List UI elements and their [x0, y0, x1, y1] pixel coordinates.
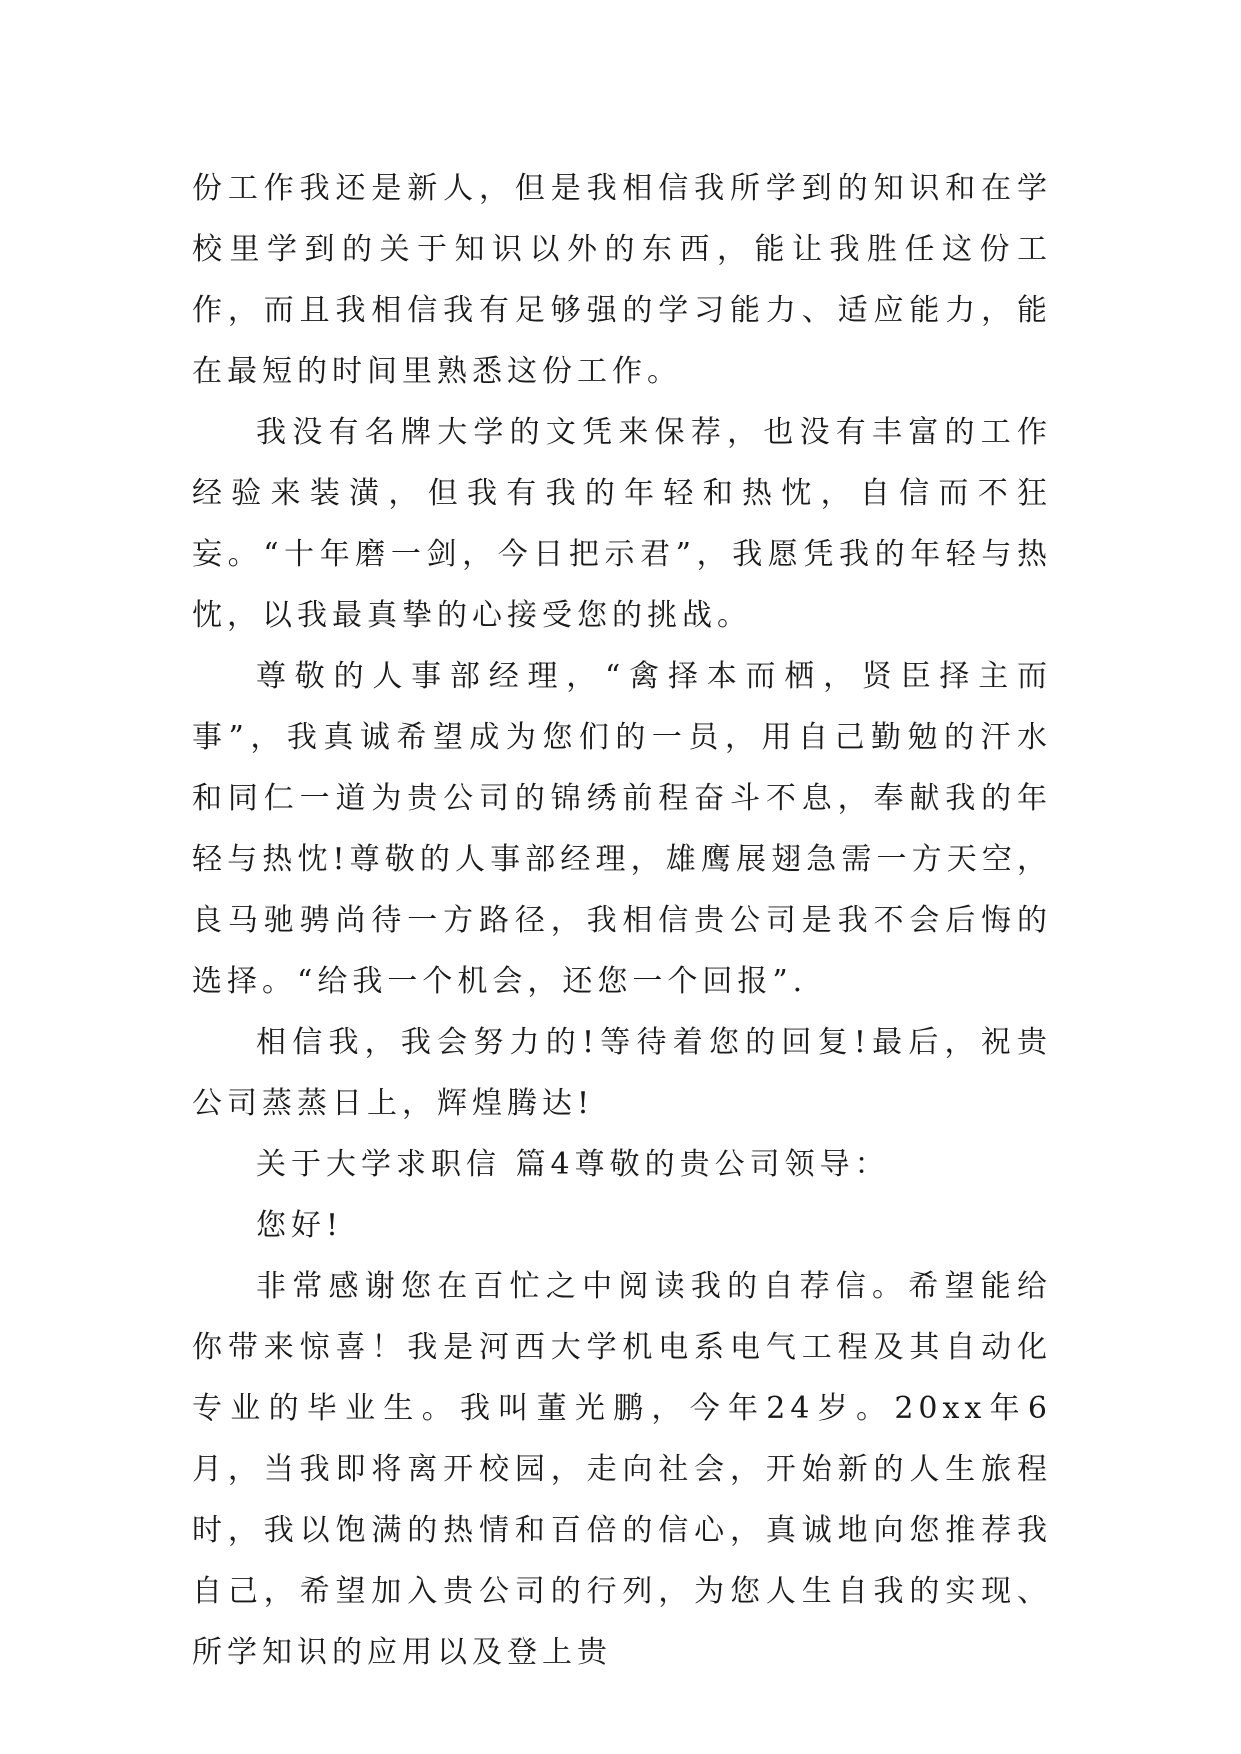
- section-heading-letter-4: 关于大学求职信 篇4尊敬的贵公司领导：: [256, 1147, 890, 1182]
- paragraph-self-introduction: 非常感谢您在百忙之中阅读我的自荐信。希望能给你带来惊喜！我是河西大学机电系电气工程及其自动化专业的毕业生。我叫董光鹏，今年24岁。20xx年6月，当我即将离开校园，走向社会，开始新的人生旅程时，我以饱满的热情和百倍的信心，真诚地向您推荐我自己，希望加入贵公司的行列，为您人生自我的实现、所学知识的应用以及登上贵: [192, 1269, 1052, 1670]
- paragraph-hr-manager: 尊敬的人事部经理，“禽择本而栖，贤臣择主而事”，我真诚希望成为您们的一员，用自己勤勉的汗水和同仁一道为贵公司的锦绣前程奋斗不息，奉献我的年轻与热忱!尊敬的人事部经理，雄鹰展翅急需一方天空，良马驰骋尚待一方路径，我相信贵公司是我不会后悔的选择。“给我一个机会，还您一个回报”.: [192, 659, 1052, 999]
- paragraph-closing-wishes: 相信我，我会努力的!等待着您的回复!最后，祝贵公司蒸蒸日上，辉煌腾达!: [192, 1025, 1052, 1121]
- paragraph-continuation: 份工作我还是新人，但是我相信我所学到的知识和在学校里学到的关于知识以外的东西，能让我胜任这份工作，而且我相信我有足够强的学习能力、适应能力，能在最短的时间里熟悉这份工作。: [192, 171, 1052, 389]
- greeting: 您好!: [256, 1208, 344, 1243]
- document-body: [192, 158, 1052, 1683]
- paragraph-no-diploma: 我没有名牌大学的文凭来保荐，也没有丰富的工作经验来装潢，但我有我的年轻和热忱，自信而不狂妄。“十年磨一剑，今日把示君”，我愿凭我的年轻与热忱，以我最真挚的心接受您的挑战。: [192, 415, 1052, 633]
